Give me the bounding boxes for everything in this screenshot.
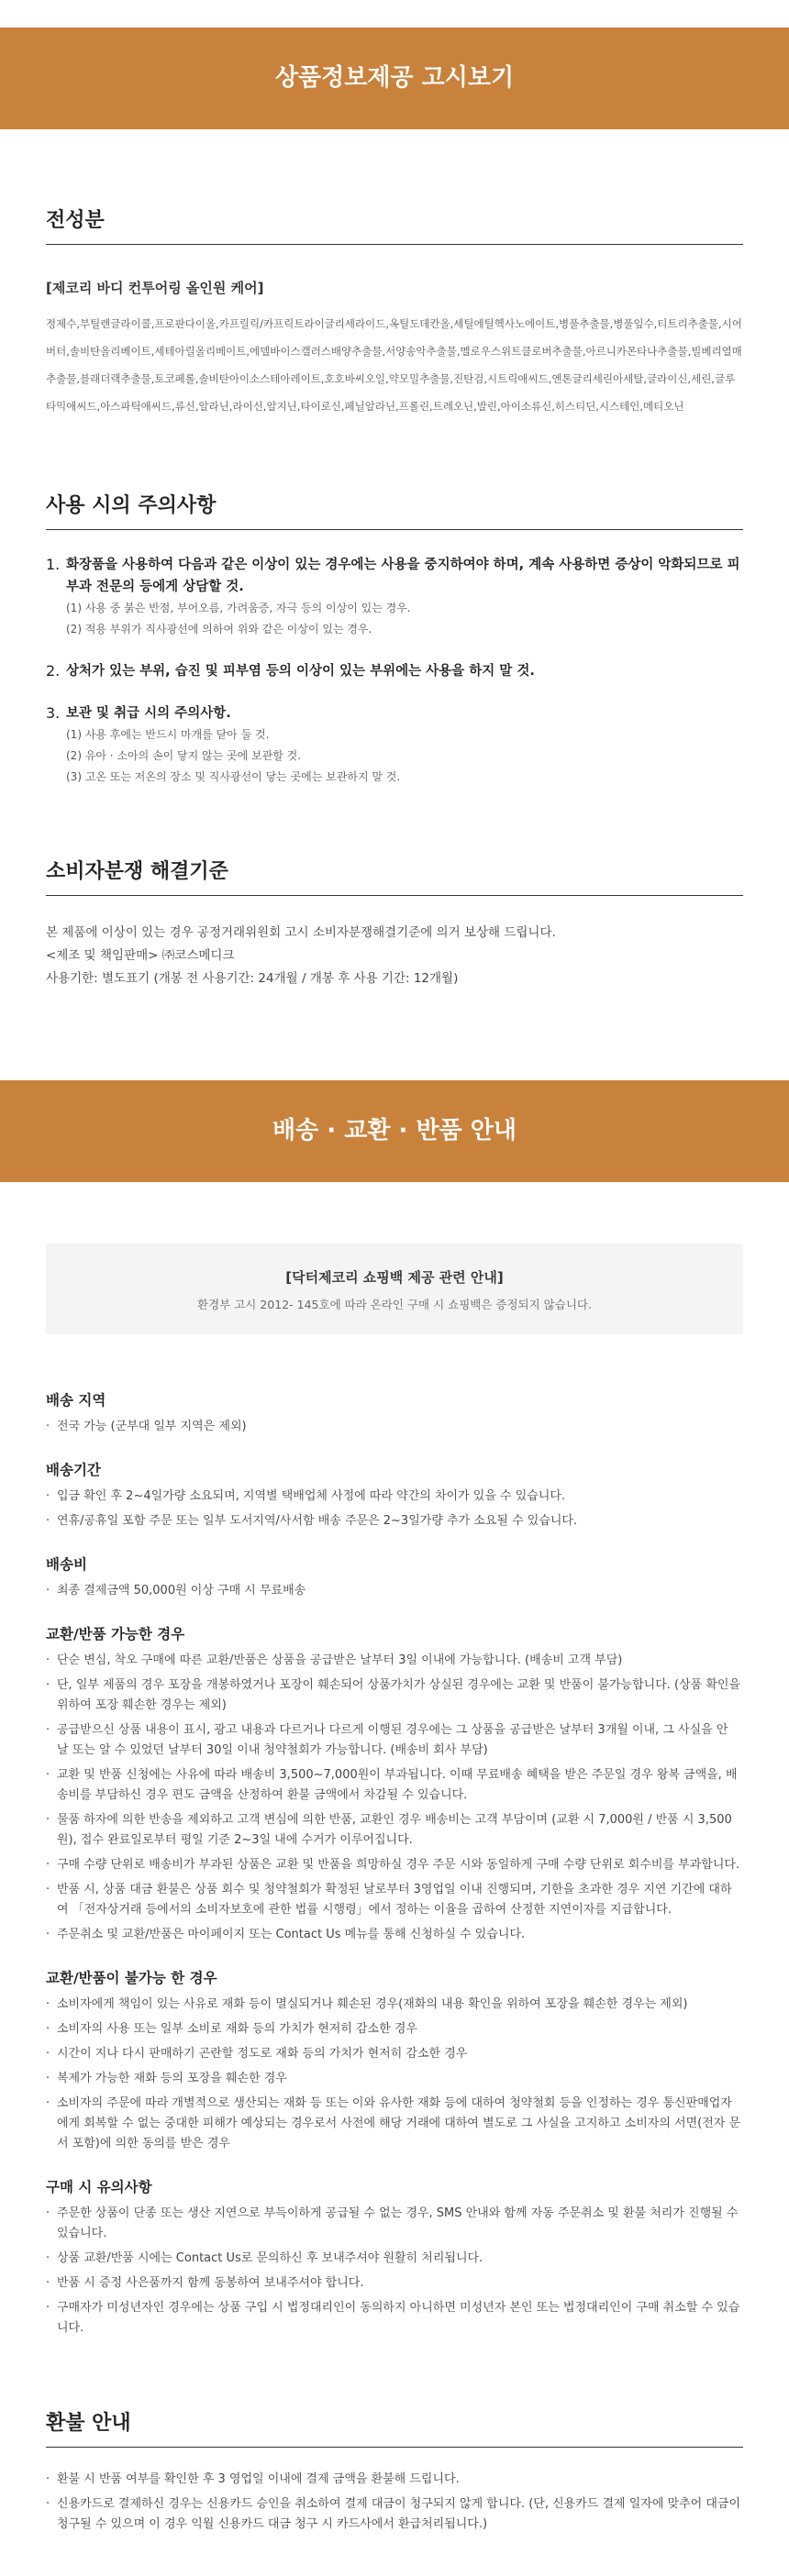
bullet-icon: · <box>46 2096 50 2110</box>
list-item: · 물품 하자에 의한 반송을 제외하고 고객 변심에 의한 반품, 교환인 경우 배송비는 고객 부담이며 (교환 시 7,000원 / 반품 시 3,500원), 접수 완료일로부터 평일 기준 2~3일 내에 수거가 이루어집니다. <box>46 1810 743 1851</box>
caution-section <box>46 420 743 788</box>
dispute-title: 소비자분쟁 해결기준 <box>46 856 743 896</box>
list-item: · 시간이 지나 다시 판매하기 곤란할 정도로 재화 등의 가치가 현저히 감소한 경우 <box>46 2044 743 2064</box>
list-item: · 단순 변심, 착오 구매에 따른 교환/반품은 상품을 공급받은 날부터 3일 이내에 가능합니다. (배송비 고객 부담) <box>46 1651 743 1671</box>
product-name: [제코리 바디 컨투어링 올인원 케어] <box>46 280 264 296</box>
bullet-icon: · <box>46 2276 50 2290</box>
shipping-sections <box>46 1389 743 2338</box>
caution-heading: 보관 및 취급 시의 주의사항. <box>66 706 231 721</box>
list-item: · 반품 시 증정 사은품까지 함께 동봉하여 보내주셔야 합니다. <box>46 2273 743 2294</box>
bullet-list <box>46 1651 743 1945</box>
dispute-section <box>46 808 743 990</box>
notice-title: [닥터제코리 쇼핑백 제공 관련 안내] <box>285 1269 504 1286</box>
bullet-icon: · <box>46 1768 50 1782</box>
list-item: · 공급받으신 상품 내용이 표시, 광고 내용과 다르거나 다르게 이행된 경우에는 그 상품을 공급받은 날부터 3개월 이내, 그 사실을 안 날 또는 알 수 있었던 날부터 30일 이내 청약철회가 가능합니다. (배송비 회사 부담) <box>46 1720 743 1761</box>
bullet-icon: · <box>46 1997 50 2011</box>
caution-subitem: (2) 유아 · 소아의 손이 닿지 않는 곳에 보관할 것. <box>66 749 302 762</box>
bullet-icon: · <box>46 1653 50 1667</box>
list-item: · 소비자에게 책임이 있는 사유로 재화 등이 멸실되거나 훼손된 경우(재화의 내용 확인을 위하여 포장을 훼손한 경우는 제외) <box>46 1995 743 2015</box>
refund-list <box>46 2470 743 2535</box>
subsection-title: 교환/반품이 불가능 한 경우 <box>46 1970 217 1986</box>
list-item: · 단, 일부 제품의 경우 포장을 개봉하였거나 포장이 훼손되어 상품가치가 상실된 경우에는 교환 및 반품이 불가능합니다. (상품 확인을 위하여 포장 훼손한 경우는 제외) <box>46 1675 743 1716</box>
caution-subitem: (3) 고온 또는 저온의 장소 및 직사광선이 닿는 곳에는 보관하지 말 것. <box>66 770 401 783</box>
list-item: · 연휴/공휴일 포함 주문 또는 일부 도서지역/사서함 배송 주문은 2~3일가량 추가 소요될 수 있습니다. <box>46 1511 743 1531</box>
caution-heading: 화장품을 사용하여 다음과 같은 이상이 있는 경우에는 사용을 중지하여야 하며, 계속 사용하면 증상이 악화되므로 피부과 전문의 등에게 상담할 것. <box>66 558 740 594</box>
subsection-title: 배송 지역 <box>46 1392 106 1409</box>
caution-number: 2. <box>46 662 61 680</box>
caution-list <box>46 554 743 788</box>
bullet-list <box>46 2204 743 2338</box>
list-item: · 전국 가능 (군부대 일부 지역은 제외) <box>46 1417 743 1437</box>
list-item: · 복제가 가능한 재화 등의 포장을 훼손한 경우 <box>46 2069 743 2089</box>
shipping-subsection <box>46 2176 743 2338</box>
dispute-line: 본 제품에 이상이 있는 경우 공정거래위원회 고시 소비자분쟁해결기준에 의거 보상해 드립니다. <box>46 925 556 940</box>
shipping-banner: 배송 · 교환 · 반품 안내 <box>0 1080 789 1182</box>
bullet-icon: · <box>46 1420 50 1433</box>
ingredients-text: 정제수,부틸렌글라이콜,프로판다이올,카프릴릭/카프릭트라이글리세라이드,옥틸도데칸올,세틸에틸헥사노에이트,병풀추출물,병풀잎수,티트리추출물,시어버터,솔비탄올리베이트,세테아릴올리베이트,에델바이스캘러스배양추출물,서양송악추출물,멜로우스위트클로버추출물,아르니카몬타나추출물,빌베리열매추출물,블래더랙추출물,토코페롤,솔비탄아이소스테아레이트,호호바씨오일,약모밀추출물,진탄검,시트릭애씨드,엔톤글리세린아세탈,글라이신,세린,글루타믹애씨드,아스파틱애씨드,류신,알라닌,라이신,알지닌,타이로신,페닐알라닌,프롤린,트레오닌,발린,아이소류신,히스티딘,시스테인,메티오닌 <box>46 317 742 413</box>
shipping-subsection <box>46 1623 743 1945</box>
list-item: · 소비자의 주문에 따라 개별적으로 생산되는 재화 등 또는 이와 유사한 재화 등에 대하여 청약철회 등을 인정하는 경우 통신판매업자에게 회복할 수 없는 중대한 피해가 예상되는 경우로서 사전에 해당 거래에 대하여 별도로 그 사실을 고지하고 소비자의 서면(전자 문서 포함)에 의한 동의를 받은 경우 <box>46 2094 743 2154</box>
list-item: · 주문한 상품이 단종 또는 생산 지연으로 부득이하게 공급될 수 없는 경우, SMS 안내와 함께 자동 주문취소 및 환불 처리가 진행될 수 있습니다. <box>46 2204 743 2244</box>
bullet-icon: · <box>46 1813 50 1827</box>
list-item: · 최종 결제금액 50,000원 이상 구매 시 무료배송 <box>46 1581 743 1601</box>
subsection-title: 교환/반품 가능한 경우 <box>46 1626 185 1642</box>
subsection-title: 배송비 <box>46 1556 87 1573</box>
shipping-subsection <box>46 1389 743 1437</box>
ingredients-section <box>46 129 743 420</box>
bullet-list <box>46 1487 743 1531</box>
bullet-icon: · <box>46 1723 50 1737</box>
subsection-title: 배송기간 <box>46 1462 101 1478</box>
bullet-icon: · <box>46 1928 50 1941</box>
bullet-icon: · <box>46 2022 50 2036</box>
caution-number: 3. <box>46 704 61 722</box>
refund-title: 환불 안내 <box>46 2407 743 2448</box>
bullet-icon: · <box>46 1678 50 1692</box>
list-item: · 반품 시, 상품 대금 환불은 상품 회수 및 청약철회가 확정된 날로부터 3영업일 이내 진행되며, 기한을 초과한 경우 지연 기간에 대하여 「전자상거래 등에서의 소비자보호에 관한 법률 시행령」에서 정하는 이율을 곱하여 산정한 지연이자를 지급합니다. <box>46 1880 743 1920</box>
product-info-banner: 상품정보제공 고시보기 <box>0 28 789 129</box>
shipping-subsection <box>46 1459 743 1531</box>
caution-item <box>46 554 743 640</box>
list-item: · 주문취소 및 교환/반품은 마이페이지 또는 Contact Us 메뉴를 통해 신청하실 수 있습니다. <box>46 1925 743 1945</box>
bullet-icon: · <box>46 1584 50 1598</box>
bullet-icon: · <box>46 2497 50 2511</box>
dispute-line: <제조 및 책임판매> ㈜코스메디크 <box>46 948 235 963</box>
notice-text: 환경부 고시 2012- 145호에 따라 온라인 구매 시 쇼핑백은 증정되지 않습니다. <box>197 1298 592 1311</box>
bullet-icon: · <box>46 2072 50 2085</box>
dispute-text <box>46 922 743 990</box>
refund-section <box>46 2343 743 2576</box>
ingredients-title: 전성분 <box>46 205 743 245</box>
bullet-icon: · <box>46 1489 50 1503</box>
list-item: · 구매 수량 단위로 배송비가 부과된 상품은 교환 및 반품을 희망하실 경우 주문 시와 동일하게 구매 수량 단위로 회수비를 부과합니다. <box>46 1855 743 1875</box>
dispute-line: 사용기한: 별도표기 (개봉 전 사용기간: 24개월 / 개봉 후 사용 기간: 12개월) <box>46 971 459 986</box>
caution-number: 1. <box>46 556 61 573</box>
caution-item <box>46 702 743 788</box>
caution-subitem: (1) 사용 후에는 반드시 마개를 닫아 둘 것. <box>66 728 270 741</box>
bullet-list <box>46 1417 743 1437</box>
bullet-icon: · <box>46 1858 50 1872</box>
bullet-list <box>46 1581 743 1601</box>
bullet-list <box>46 1995 743 2154</box>
caution-heading: 상처가 있는 부위, 습진 및 피부염 등의 이상이 있는 부위에는 사용을 하지 말 것. <box>66 664 535 679</box>
bullet-icon: · <box>46 2251 50 2265</box>
caution-item <box>46 660 743 682</box>
shipping-subsection <box>46 1967 743 2154</box>
list-item: · 구매자가 미성년자인 경우에는 상품 구입 시 법정대리인이 동의하지 아니하면 미성년자 본인 또는 법정대리인이 구매 취소할 수 있습니다. <box>46 2298 743 2338</box>
bullet-icon: · <box>46 1514 50 1528</box>
caution-title: 사용 시의 주의사항 <box>46 490 743 530</box>
shipping-subsection <box>46 1553 743 1601</box>
bullet-icon: · <box>46 2047 50 2061</box>
list-item: · 입금 확인 후 2~4일가량 소요되며, 지역별 택배업체 사정에 따라 약간의 차이가 있을 수 있습니다. <box>46 1487 743 1507</box>
list-item: · 상품 교환/반품 시에는 Contact Us로 문의하신 후 보내주셔야 원활히 처리됩니다. <box>46 2249 743 2269</box>
caution-subitem: (1) 사용 중 붉은 반점, 부어오름, 가려움증, 자극 등의 이상이 있는 경우. <box>66 602 411 614</box>
bullet-icon: · <box>46 2206 50 2220</box>
list-item: · 환불 시 반품 여부를 확인한 후 3 영업일 이내에 결제 금액을 환불해 드립니다. <box>46 2470 743 2490</box>
shopping-bag-notice <box>46 1244 743 1334</box>
list-item: · 교환 및 반품 신청에는 사유에 따라 배송비 3,500~7,000원이 부과됩니다. 이때 무료배송 혜택을 받은 주문일 경우 왕복 금액을, 배송비를 부담하신 경우 편도 금액을 산정하여 환불 금액에서 차감될 수 있습니다. <box>46 1765 743 1806</box>
caution-subitem: (2) 적용 부위가 직사광선에 의하여 위와 같은 이상이 있는 경우. <box>66 623 372 636</box>
bullet-icon: · <box>46 2301 50 2315</box>
bullet-icon: · <box>46 2472 50 2486</box>
list-item: · 소비자의 사용 또는 일부 소비로 재화 등의 가치가 현저히 감소한 경우 <box>46 2019 743 2040</box>
bullet-icon: · <box>46 1883 50 1896</box>
subsection-title: 구매 시 유의사항 <box>46 2179 152 2195</box>
list-item: · 신용카드로 결제하신 경우는 신용카드 승인을 취소하여 결제 대금이 청구되지 않게 합니다. (단, 신용카드 결제 일자에 맞추어 대금이 청구될 수 있으며 이 경우 익월 신용카드 대금 청구 시 카드사에서 환급처리됩니다.) <box>46 2494 743 2535</box>
